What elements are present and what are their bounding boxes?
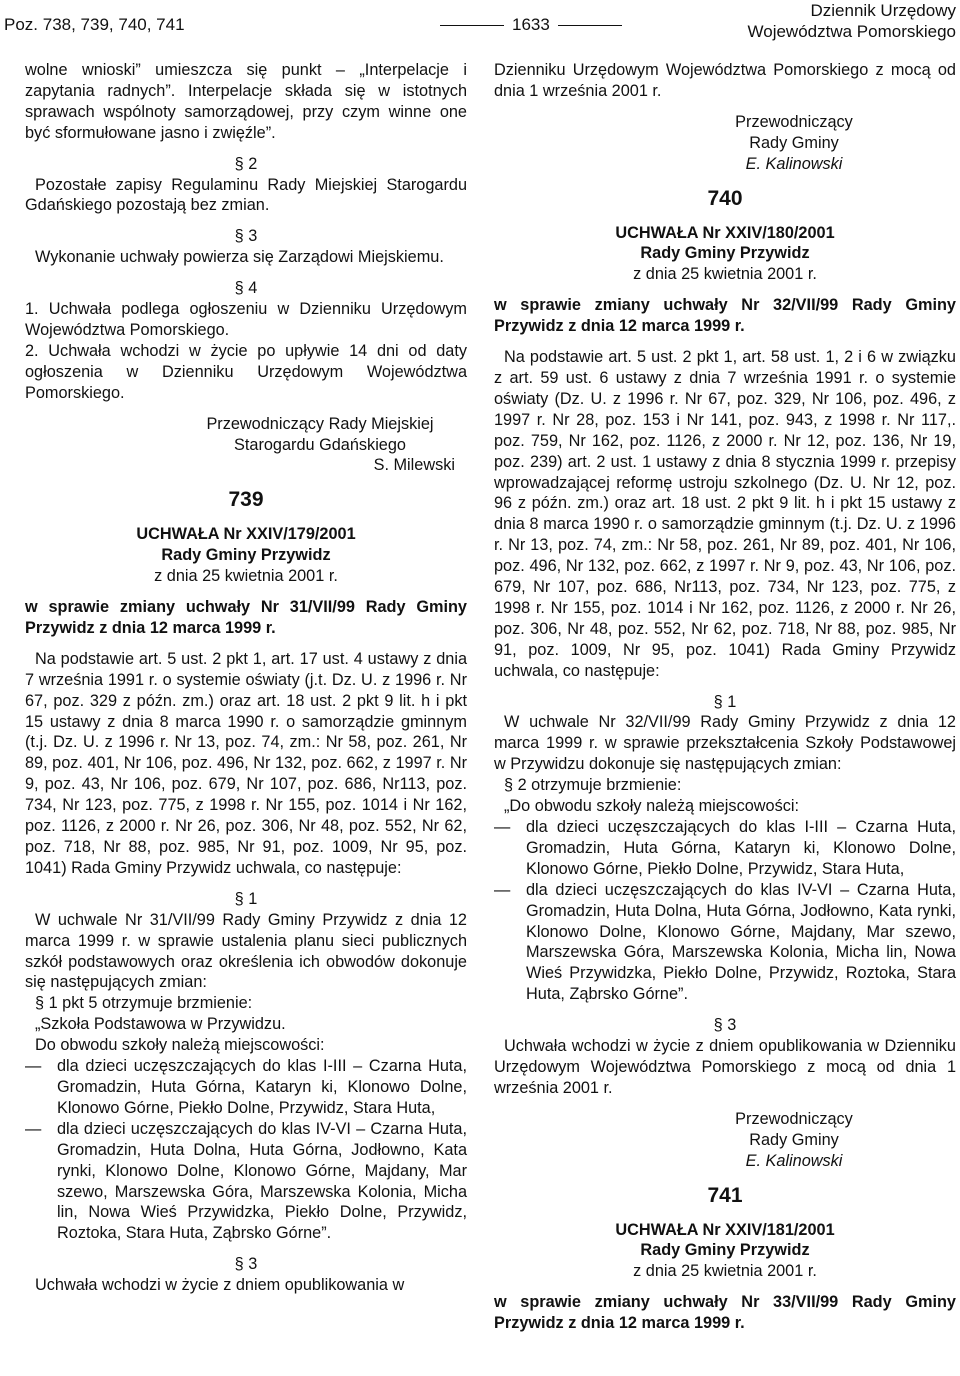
header-journal	[748, 0, 957, 42]
signature-title: Przewodniczący	[735, 112, 853, 131]
dash-mark: —	[494, 818, 511, 836]
list-item	[494, 817, 956, 880]
left-column	[25, 60, 467, 1296]
paragraph-amendment: § 2 otrzymuje brzmienie:	[504, 776, 682, 795]
paragraph-final: Uchwała wchodzi w życie z dniem opublikowania w	[35, 1276, 405, 1295]
signature-title: Przewodniczący Rady Miejskiej	[206, 414, 434, 433]
signature-council: Rady Gminy	[749, 1130, 839, 1149]
list-item	[25, 1119, 467, 1244]
page-number: 1633	[512, 15, 550, 34]
list-item	[25, 1056, 467, 1119]
section-mark-3: § 3	[713, 1016, 737, 1035]
list-item-text: dla dzieci uczęszczających do klas I-III – Czarna Huta, Gromadzin, Huta Górna, Kataryn ki, Klonowo Dolne, Klonowo Górne, Piekło Dolne, Przywidz, Stara Huta,	[526, 818, 956, 878]
signature-name: E. Kalinowski	[745, 1151, 843, 1170]
list-item-text: dla dzieci uczęszczających do klas IV-VI – Czarna Huta, Gromadzin, Huta Dolna, Huta Górna, Jodłowno, Kata rynki, Klonowo Dolne, Klonowo Górne, Majdany, Mar szewo, Marszewska Góra, Marszewska Kolonia, Micha lin, Nowa Wieś Przywidzka, Piekło Dolne, Przywidz, Roztoka, Stara Huta, Ząbrsko Górne”.	[526, 880, 956, 1004]
resolution-title: UCHWAŁA Nr XXIV/181/2001	[615, 1220, 835, 1239]
legal-basis: Na podstawie art. 5 ust. 2 pkt 1, art. 58 ust. 1, 2 i 6 w związku z art. 59 ust. 6 ustawy z dnia 7 września 1991 r. o systemie oświaty (Dz. U. z 1996 r. Nr 67, poz. 329, Nr 106, poz. 496, z 1997 r. Nr 28, poz. 153 i Nr 141, poz. 943, z 1998 r. Nr 117,. poz. 759, Nr 162, poz. 1126, z 2000 r. Nr 12, poz. 136, Nr 19, poz. 239) art. 2 ust. 1 ustawy z dnia 8 stycznia 1999 r. przepisy wprowadzającej reformę ustroju szkolnego (Dz. U. Nr 12, poz. 96 z późn. zm.) oraz art. 18 ust. 2 pkt 9 lit. h i pkt 15 ustawy z dnia 8 marca 1990 r. o samorządzie gminnym (t.j. Dz. U. z 1996 r. Nr 13, poz. 74, zm.: Nr 58, poz. 261, Nr 89, poz. 401, Nr 106, poz. 496, Nr 132, poz. 662, z 1997 r. Nr 9, poz. 43, Nr 106, poz. 679, Nr 107, poz. 686, Nr113, poz. 734, Nr 123, poz. 775, z 1998 r. Nr 155, poz. 1014 i Nr 162, poz. 1126, z 2000 r. Nr 26, poz. 306, Nr 48, poz. 552, Nr 62, poz. 718, Nr 88, poz. 985, Nr 91, poz. 1009, Nr 95, poz. 1041) Rada Gminy Przywidz uchwala, co następuje:	[494, 348, 956, 680]
paragraph-section-4-1: 1. Uchwała podlega ogłoszeniu w Dzienniku Urzędowym Województwa Pomorskiego.	[25, 300, 467, 339]
paragraph-school-name: „Szkoła Podstawowa w Przywidzu.	[35, 1015, 286, 1034]
section-mark-3: § 3	[234, 227, 258, 246]
paragraph-continuation: wolne wnioski” umieszcza się punkt – „Interpelacje i zapytania radnych”. Interpelacje składa się w istotnych sprawach wspólnoty samorządowej, przy czym winne one być sformułowane jasno i zwięźle”.	[25, 61, 467, 142]
signature-name: E. Kalinowski	[745, 154, 843, 173]
section-mark-3b: § 3	[234, 1255, 258, 1274]
paragraph-section-1: W uchwale Nr 32/VII/99 Rady Gminy Przywidz z dnia 12 marca 1999 r. w sprawie przekształcenia Szkoły Podstawowej w Przywidzu dokonuje się następujących zmian:	[494, 713, 956, 774]
dash-mark: —	[25, 1119, 42, 1138]
resolution-body: Rady Gminy Przywidz	[640, 1241, 810, 1260]
section-mark-1: § 1	[713, 692, 737, 711]
paragraph-district: „Do obwodu szkoły należą miejscowości:	[504, 797, 799, 816]
item-number-739: 739	[228, 488, 264, 512]
section-mark-4: § 4	[234, 279, 258, 298]
section-mark-1: § 1	[234, 889, 258, 908]
item-number-740: 740	[707, 186, 743, 210]
dash-mark: —	[25, 1057, 42, 1076]
paragraph-amendment: § 1 pkt 5 otrzymuje brzmienie:	[35, 994, 253, 1013]
item-number-741: 741	[707, 1183, 743, 1207]
paragraph-section-2: Pozostałe zapisy Regulaminu Rady Miejskiej Starogardu Gdańskiego pozostają bez zmian.	[25, 175, 467, 215]
paragraph-section-3: Wykonanie uchwały powierza się Zarządowi Miejskiemu.	[35, 248, 444, 267]
signature-739	[494, 112, 894, 175]
header-page-number	[432, 15, 630, 35]
resolution-subject: w sprawie zmiany uchwały Nr 31/VII/99 Rady Gminy Przywidz z dnia 12 marca 1999 r.	[25, 598, 467, 637]
resolution-date: z dnia 25 kwietnia 2001 r.	[633, 1262, 817, 1281]
paragraph-section-1: W uchwale Nr 31/VII/99 Rady Gminy Przywidz z dnia 12 marca 1999 r. w sprawie ustalenia planu sieci publicznych szkół podstawowych oraz określenia ich obwodów dokonuje się następujących zmian:	[25, 910, 467, 992]
journal-region: Województwa Pomorskiego	[747, 22, 956, 41]
header-positions: Poz. 738, 739, 740, 741	[4, 15, 185, 34]
paragraph-district: Do obwodu szkoły należą miejscowości:	[35, 1036, 325, 1055]
paragraph-continuation: Dzienniku Urzędowym Województwa Pomorskiego z mocą od dnia 1 września 2001 r.	[494, 61, 956, 100]
signature-738	[25, 414, 455, 477]
journal-name: Dziennik Urzędowy	[810, 1, 956, 20]
resolution-date: z dnia 25 kwietnia 2001 r.	[633, 265, 817, 284]
legal-basis: Na podstawie art. 5 ust. 2 pkt 1, art. 17 ust. 4 ustawy z dnia 7 września 1991 r. o systemie oświaty (j.t. Dz. U. z 1996 r. Nr 67, poz. 329 z późn. zm.) oraz art. 18 ust. 2 pkt 9 lit. h i pkt 15 ustawy z dnia 8 marca 1990 r. o samorządzie gminnym (t.j. Dz. U. z 1996 r. Nr 13, poz. 74, zm.: Nr 58, poz. 261, Nr 89, poz. 401, Nr 106, poz. 496, Nr 132, poz. 662, z 1997 r. Nr 9, poz. 43, Nr 106, poz. 679, Nr 107, poz. 686, Nr113, poz. 734, Nr 123, poz. 775, z 1998 r. Nr 155, poz. 1014 i Nr 162, poz. 1126, z 2000 r. Nr 26, poz. 306, Nr 48, poz. 552, Nr 62, poz. 718, Nr 88, poz. 985, Nr 91, poz. 1009, Nr 95, poz. 1041) Rada Gminy Przywidz uchwala, co następuje:	[25, 649, 467, 877]
resolution-body: Rady Gminy Przywidz	[161, 546, 331, 565]
signature-council: Starogardu Gdańskiego	[234, 435, 406, 454]
list-item	[494, 880, 956, 1005]
resolution-subject: w sprawie zmiany uchwały Nr 33/VII/99 Rady Gminy Przywidz z dnia 12 marca 1999 r.	[494, 1293, 956, 1333]
resolution-title: UCHWAŁA Nr XXIV/180/2001	[615, 223, 835, 242]
paragraph-section-3: Uchwała wchodzi w życie z dniem opublikowania w Dzienniku Urzędowym Województwa Pomorskiego z mocą od dnia 1 września 2001 r.	[494, 1037, 956, 1097]
dash-mark: —	[494, 880, 511, 899]
resolution-subject: w sprawie zmiany uchwały Nr 32/VII/99 Rady Gminy Przywidz z dnia 12 marca 1999 r.	[494, 296, 956, 336]
resolution-title: UCHWAŁA Nr XXIV/179/2001	[136, 525, 356, 544]
right-column	[494, 60, 956, 1334]
signature-740	[494, 1109, 894, 1172]
paragraph-section-4-2: 2. Uchwała wchodzi w życie po upływie 14 dni od daty ogłoszenia w Dzienniku Urzędowym Województwa Pomorskiego.	[25, 341, 467, 402]
header-rule-right	[558, 25, 622, 26]
resolution-date: z dnia 25 kwietnia 2001 r.	[154, 567, 338, 586]
signature-title: Przewodniczący	[735, 1109, 853, 1128]
header-rule-left	[440, 25, 504, 26]
signature-council: Rady Gminy	[749, 133, 839, 152]
list-item-text: dla dzieci uczęszczających do klas I-III – Czarna Huta, Gromadzin, Huta Górna, Kataryn ki, Klonowo Dolne, Klonowo Górne, Piekło Dolne, Przywidz, Stara Huta,	[57, 1057, 467, 1117]
section-mark-2: § 2	[234, 154, 258, 173]
list-item-text: dla dzieci uczęszczających do klas IV-VI – Czarna Huta, Gromadzin, Huta Dolna, Huta Górna, Jodłowno, Kata rynki, Klonowo Dolne, Klonowo Górne, Majdany, Mar szewo, Marszewska Góra, Marszewska Kolonia, Micha lin, Nowa Wieś Przywidzka, Piekło Dolne, Przywidz, Roztoka, Stara Huta, Ząbrsko Górne”.	[57, 1119, 467, 1243]
resolution-body: Rady Gminy Przywidz	[640, 244, 810, 263]
page-header	[0, 0, 960, 42]
signature-name: S. Milewski	[373, 456, 455, 475]
